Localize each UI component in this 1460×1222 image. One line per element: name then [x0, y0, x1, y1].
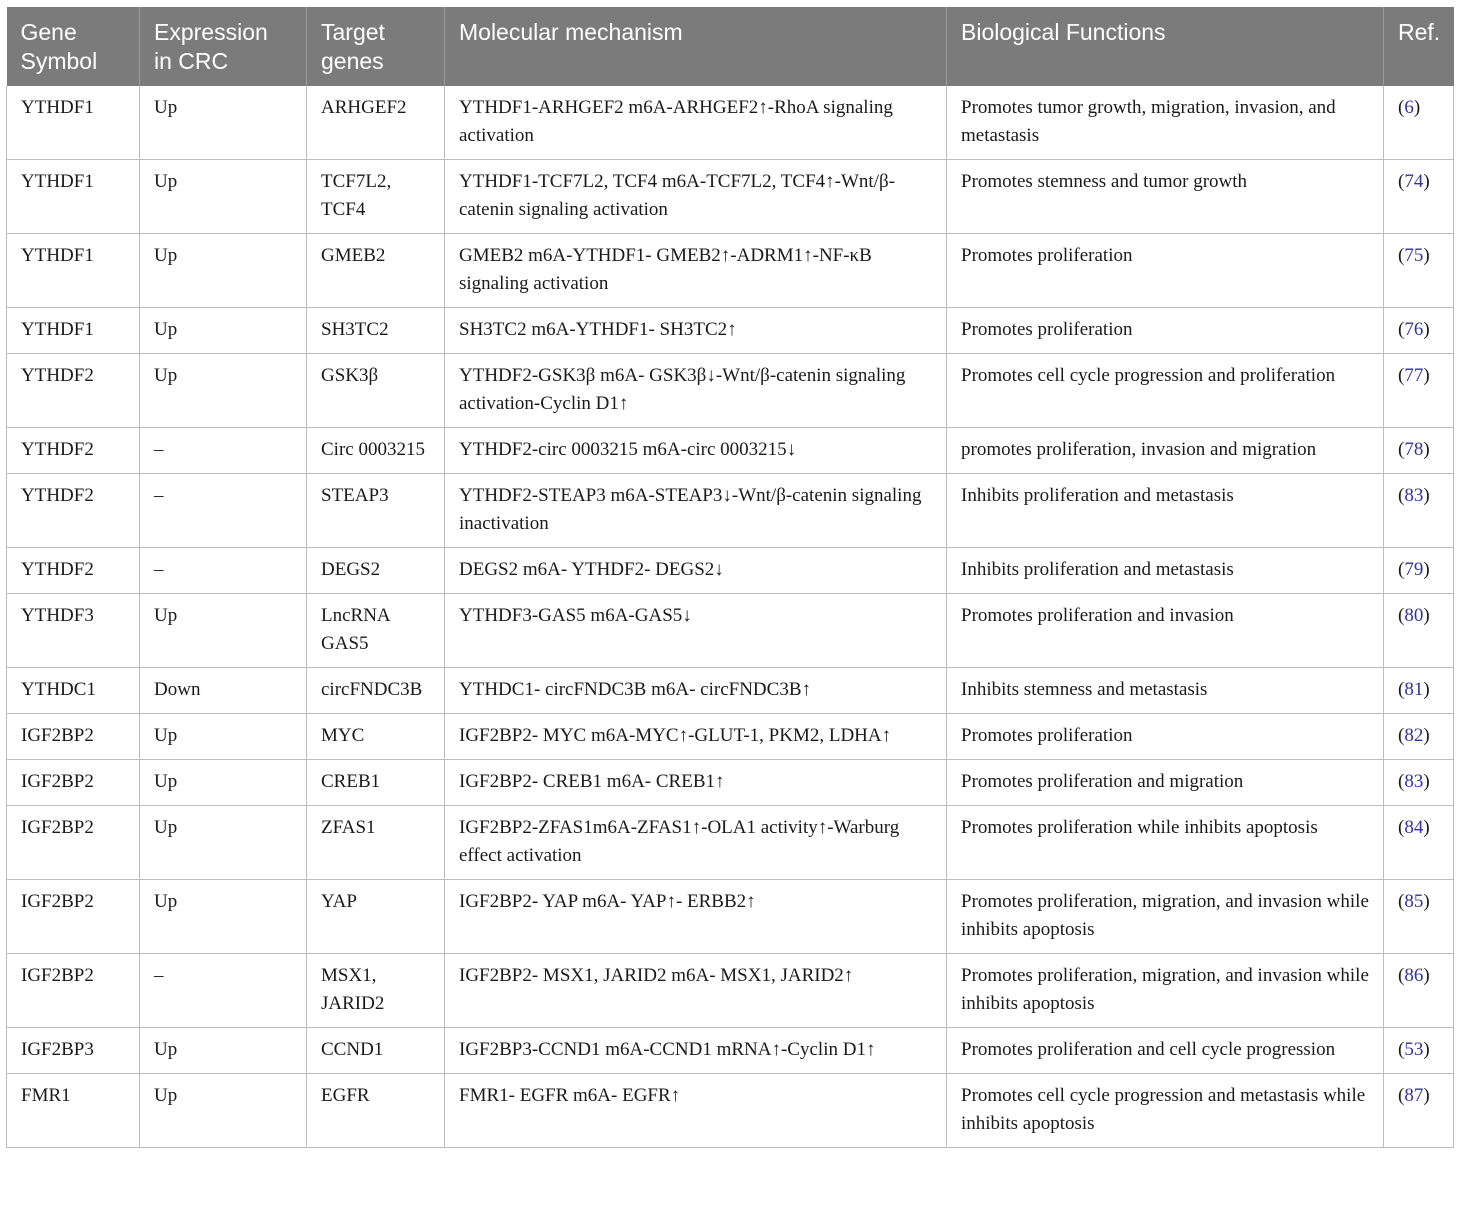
- mechanism-cell: IGF2BP3-CCND1 m6A-CCND1 mRNA↑-Cyclin D1↑: [445, 1028, 947, 1074]
- gene-symbol-cell: IGF2BP2: [7, 880, 140, 954]
- expression-cell: –: [140, 548, 307, 594]
- table-row: [7, 806, 1454, 880]
- mechanism-cell: YTHDF3-GAS5 m6A-GAS5↓: [445, 594, 947, 668]
- mechanism-cell: IGF2BP2- CREB1 m6A- CREB1↑: [445, 760, 947, 806]
- gene-symbol-cell: YTHDF3: [7, 594, 140, 668]
- header-biological-functions: Biological Functions: [947, 7, 1384, 86]
- target-genes-cell: TCF7L2, TCF4: [307, 160, 445, 234]
- ref-close-paren: ): [1423, 891, 1430, 912]
- functions-cell: Inhibits proliferation and metastasis: [947, 548, 1384, 594]
- header-target-genes: Target genes: [307, 7, 445, 86]
- ref-open-paren: (: [1398, 365, 1405, 386]
- target-genes-cell: STEAP3: [307, 474, 445, 548]
- functions-cell: Promotes proliferation and migration: [947, 760, 1384, 806]
- expression-cell: Up: [140, 1028, 307, 1074]
- target-genes-cell: EGFR: [307, 1074, 445, 1148]
- gene-symbol-cell: YTHDF2: [7, 474, 140, 548]
- expression-cell: Up: [140, 308, 307, 354]
- ref-cell: [1384, 308, 1454, 354]
- ref-link[interactable]: 83: [1404, 771, 1424, 792]
- target-genes-cell: MYC: [307, 714, 445, 760]
- ref-cell: [1384, 668, 1454, 714]
- gene-symbol-cell: IGF2BP2: [7, 954, 140, 1028]
- ref-link[interactable]: 75: [1404, 245, 1424, 266]
- ref-open-paren: (: [1398, 559, 1405, 580]
- ref-link[interactable]: 84: [1404, 817, 1424, 838]
- ref-open-paren: (: [1398, 771, 1405, 792]
- target-genes-cell: CCND1: [307, 1028, 445, 1074]
- mechanism-cell: YTHDF2-STEAP3 m6A-STEAP3↓-Wnt/β-catenin signaling inactivation: [445, 474, 947, 548]
- ref-close-paren: ): [1423, 439, 1430, 460]
- functions-cell: Promotes cell cycle progression and proliferation: [947, 354, 1384, 428]
- functions-cell: Promotes proliferation while inhibits apoptosis: [947, 806, 1384, 880]
- target-genes-cell: DEGS2: [307, 548, 445, 594]
- table-row: [7, 428, 1454, 474]
- ref-link[interactable]: 74: [1404, 171, 1424, 192]
- ref-link[interactable]: 87: [1404, 1085, 1424, 1106]
- gene-symbol-cell: YTHDF2: [7, 428, 140, 474]
- ref-link[interactable]: 83: [1404, 485, 1424, 506]
- ref-open-paren: (: [1398, 725, 1405, 746]
- expression-cell: –: [140, 428, 307, 474]
- header-row: [7, 7, 1454, 86]
- ref-cell: [1384, 954, 1454, 1028]
- expression-cell: Up: [140, 1074, 307, 1148]
- expression-cell: Up: [140, 880, 307, 954]
- table-row: [7, 1028, 1454, 1074]
- ref-cell: [1384, 474, 1454, 548]
- functions-cell: Promotes cell cycle progression and metastasis while inhibits apoptosis: [947, 1074, 1384, 1148]
- functions-cell: Promotes proliferation and invasion: [947, 594, 1384, 668]
- ref-open-paren: (: [1398, 679, 1405, 700]
- functions-cell: promotes proliferation, invasion and migration: [947, 428, 1384, 474]
- ref-close-paren: ): [1413, 97, 1421, 118]
- mechanism-cell: DEGS2 m6A- YTHDF2- DEGS2↓: [445, 548, 947, 594]
- gene-symbol-cell: FMR1: [7, 1074, 140, 1148]
- expression-cell: –: [140, 954, 307, 1028]
- table-row: [7, 308, 1454, 354]
- ref-link[interactable]: 77: [1404, 365, 1424, 386]
- target-genes-cell: GMEB2: [307, 234, 445, 308]
- ref-link[interactable]: 6: [1404, 97, 1414, 118]
- table-row: [7, 594, 1454, 668]
- table-row: [7, 86, 1454, 160]
- expression-cell: Up: [140, 806, 307, 880]
- ref-open-paren: (: [1398, 97, 1405, 118]
- mechanism-cell: IGF2BP2-ZFAS1m6A-ZFAS1↑-OLA1 activity↑-Warburg effect activation: [445, 806, 947, 880]
- ref-open-paren: (: [1398, 965, 1405, 986]
- ref-cell: [1384, 160, 1454, 234]
- mechanism-cell: GMEB2 m6A-YTHDF1- GMEB2↑-ADRM1↑-NF-κB signaling activation: [445, 234, 947, 308]
- header-gene-symbol: Gene Symbol: [7, 7, 140, 86]
- ref-close-paren: ): [1423, 605, 1430, 626]
- gene-symbol-cell: YTHDF1: [7, 234, 140, 308]
- gene-symbol-cell: IGF2BP2: [7, 760, 140, 806]
- gene-symbol-cell: IGF2BP3: [7, 1028, 140, 1074]
- target-genes-cell: LncRNA GAS5: [307, 594, 445, 668]
- mechanism-cell: IGF2BP2- MSX1, JARID2 m6A- MSX1, JARID2↑: [445, 954, 947, 1028]
- ref-close-paren: ): [1423, 319, 1430, 340]
- ref-close-paren: ): [1423, 1039, 1430, 1060]
- mechanism-cell: YTHDC1- circFNDC3B m6A- circFNDC3B↑: [445, 668, 947, 714]
- ref-open-paren: (: [1398, 817, 1405, 838]
- ref-link[interactable]: 76: [1404, 319, 1424, 340]
- table-row: [7, 668, 1454, 714]
- ref-open-paren: (: [1398, 485, 1405, 506]
- functions-cell: Promotes proliferation: [947, 714, 1384, 760]
- expression-cell: –: [140, 474, 307, 548]
- expression-cell: Up: [140, 234, 307, 308]
- ref-open-paren: (: [1398, 245, 1405, 266]
- ref-link[interactable]: 85: [1404, 891, 1424, 912]
- expression-cell: Up: [140, 354, 307, 428]
- ref-cell: [1384, 354, 1454, 428]
- ref-link[interactable]: 53: [1404, 1039, 1424, 1060]
- functions-cell: Inhibits stemness and metastasis: [947, 668, 1384, 714]
- functions-cell: Promotes tumor growth, migration, invasion, and metastasis: [947, 86, 1384, 160]
- table-header: [7, 7, 1454, 86]
- functions-cell: Promotes proliferation: [947, 234, 1384, 308]
- target-genes-cell: ARHGEF2: [307, 86, 445, 160]
- ref-open-paren: (: [1398, 891, 1405, 912]
- ref-close-paren: ): [1423, 171, 1430, 192]
- table-row: [7, 548, 1454, 594]
- table-row: [7, 474, 1454, 548]
- gene-symbol-cell: YTHDF1: [7, 308, 140, 354]
- ref-close-paren: ): [1423, 1085, 1430, 1106]
- table-row: [7, 160, 1454, 234]
- gene-symbol-cell: IGF2BP2: [7, 714, 140, 760]
- ref-close-paren: ): [1423, 965, 1430, 986]
- target-genes-cell: SH3TC2: [307, 308, 445, 354]
- ref-cell: [1384, 86, 1454, 160]
- header-expression: Expression in CRC: [140, 7, 307, 86]
- expression-cell: Up: [140, 86, 307, 160]
- table-row: [7, 954, 1454, 1028]
- table-row: [7, 1074, 1454, 1148]
- gene-symbol-cell: YTHDF1: [7, 160, 140, 234]
- functions-cell: Promotes proliferation: [947, 308, 1384, 354]
- ref-cell: [1384, 594, 1454, 668]
- table-row: [7, 714, 1454, 760]
- ref-link[interactable]: 81: [1404, 679, 1424, 700]
- target-genes-cell: circFNDC3B: [307, 668, 445, 714]
- ref-close-paren: ): [1423, 485, 1430, 506]
- ref-cell: [1384, 760, 1454, 806]
- functions-cell: Promotes proliferation, migration, and invasion while inhibits apoptosis: [947, 880, 1384, 954]
- ref-cell: [1384, 714, 1454, 760]
- ref-cell: [1384, 1074, 1454, 1148]
- ref-link[interactable]: 82: [1404, 725, 1424, 746]
- expression-cell: Up: [140, 760, 307, 806]
- functions-cell: Inhibits proliferation and metastasis: [947, 474, 1384, 548]
- functions-cell: Promotes stemness and tumor growth: [947, 160, 1384, 234]
- table-row: [7, 880, 1454, 954]
- mechanism-cell: YTHDF2-GSK3β m6A- GSK3β↓-Wnt/β-catenin signaling activation-Cyclin D1↑: [445, 354, 947, 428]
- ref-close-paren: ): [1423, 245, 1430, 266]
- ref-link[interactable]: 86: [1404, 965, 1424, 986]
- mechanism-cell: FMR1- EGFR m6A- EGFR↑: [445, 1074, 947, 1148]
- mechanism-cell: SH3TC2 m6A-YTHDF1- SH3TC2↑: [445, 308, 947, 354]
- functions-cell: Promotes proliferation, migration, and invasion while inhibits apoptosis: [947, 954, 1384, 1028]
- gene-symbol-cell: YTHDC1: [7, 668, 140, 714]
- functions-cell: Promotes proliferation and cell cycle progression: [947, 1028, 1384, 1074]
- expression-cell: Down: [140, 668, 307, 714]
- ref-cell: [1384, 1028, 1454, 1074]
- ref-close-paren: ): [1423, 559, 1430, 580]
- ref-close-paren: ): [1423, 725, 1430, 746]
- ref-close-paren: ): [1423, 817, 1430, 838]
- ref-open-paren: (: [1398, 605, 1405, 626]
- target-genes-cell: YAP: [307, 880, 445, 954]
- ref-open-paren: (: [1398, 171, 1405, 192]
- target-genes-cell: Circ 0003215: [307, 428, 445, 474]
- ref-close-paren: ): [1423, 771, 1430, 792]
- ref-open-paren: (: [1398, 439, 1405, 460]
- gene-symbol-cell: YTHDF2: [7, 354, 140, 428]
- ref-close-paren: ): [1423, 365, 1430, 386]
- header-ref: Ref.: [1384, 7, 1454, 86]
- target-genes-cell: GSK3β: [307, 354, 445, 428]
- mechanism-cell: YTHDF1-ARHGEF2 m6A-ARHGEF2↑-RhoA signaling activation: [445, 86, 947, 160]
- ref-open-paren: (: [1398, 319, 1405, 340]
- ref-open-paren: (: [1398, 1085, 1405, 1106]
- expression-cell: Up: [140, 594, 307, 668]
- ref-cell: [1384, 806, 1454, 880]
- ref-open-paren: (: [1398, 1039, 1405, 1060]
- ref-cell: [1384, 234, 1454, 308]
- ref-link[interactable]: 80: [1404, 605, 1424, 626]
- mechanism-cell: YTHDF2-circ 0003215 m6A-circ 0003215↓: [445, 428, 947, 474]
- ref-cell: [1384, 428, 1454, 474]
- expression-cell: Up: [140, 160, 307, 234]
- table-row: [7, 760, 1454, 806]
- gene-function-table: [6, 7, 1454, 1148]
- gene-symbol-cell: YTHDF2: [7, 548, 140, 594]
- table-row: [7, 234, 1454, 308]
- mechanism-cell: IGF2BP2- YAP m6A- YAP↑- ERBB2↑: [445, 880, 947, 954]
- mechanism-cell: YTHDF1-TCF7L2, TCF4 m6A-TCF7L2, TCF4↑-Wnt/β-catenin signaling activation: [445, 160, 947, 234]
- expression-cell: Up: [140, 714, 307, 760]
- target-genes-cell: CREB1: [307, 760, 445, 806]
- mechanism-cell: IGF2BP2- MYC m6A-MYC↑-GLUT-1, PKM2, LDHA↑: [445, 714, 947, 760]
- table-row: [7, 354, 1454, 428]
- table-body: [7, 86, 1454, 1148]
- ref-link[interactable]: 79: [1404, 559, 1424, 580]
- header-molecular-mechanism: Molecular mechanism: [445, 7, 947, 86]
- ref-cell: [1384, 548, 1454, 594]
- ref-cell: [1384, 880, 1454, 954]
- ref-link[interactable]: 78: [1404, 439, 1424, 460]
- target-genes-cell: ZFAS1: [307, 806, 445, 880]
- gene-symbol-cell: YTHDF1: [7, 86, 140, 160]
- gene-symbol-cell: IGF2BP2: [7, 806, 140, 880]
- target-genes-cell: MSX1, JARID2: [307, 954, 445, 1028]
- ref-close-paren: ): [1423, 679, 1430, 700]
